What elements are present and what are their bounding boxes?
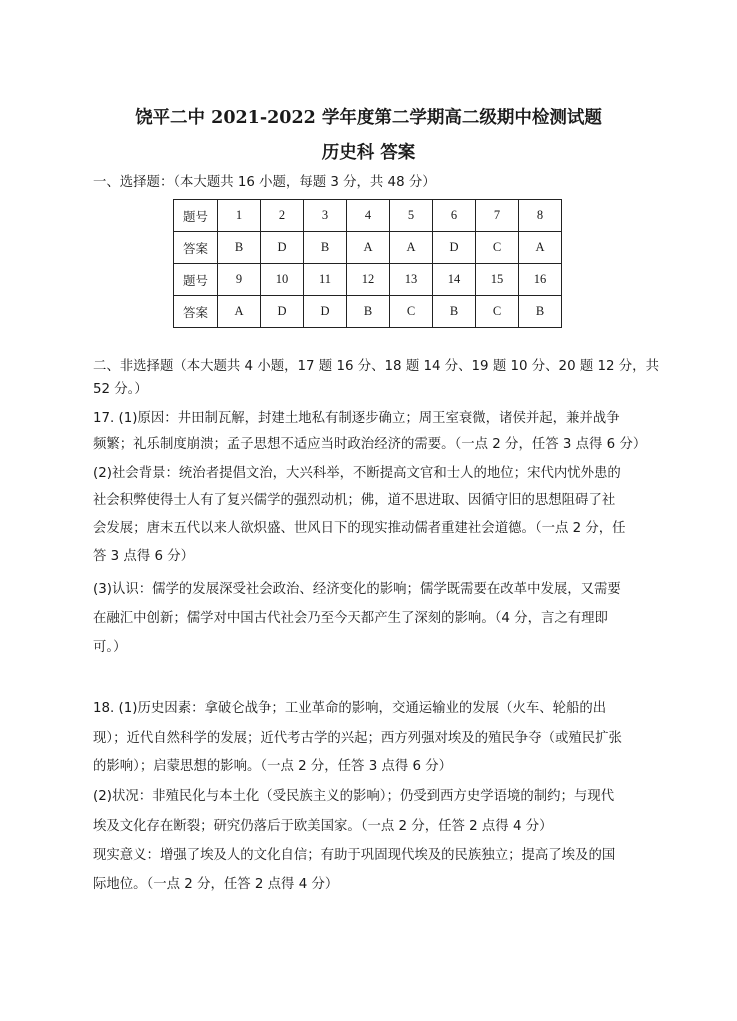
section-2-heading: 二、非选择题（本大题共 4 小题，17 题 16 分、18 题 14 分、19 题 10 分、20 题 12 分，共: [93, 359, 659, 374]
table-cell: D: [433, 232, 476, 264]
table-header-cell: 题号: [174, 200, 218, 232]
table-cell: C: [390, 296, 433, 328]
table-cell: A: [519, 232, 562, 264]
table-header-cell: 答案: [174, 232, 218, 264]
q17-line: (2)社会背景：统治者提倡文治，大兴科举，不断提高文官和士人的地位；宋代内忧外患的: [93, 466, 621, 481]
table-cell: 10: [261, 264, 304, 296]
table-cell: D: [304, 296, 347, 328]
answer-table: [173, 199, 562, 328]
table-cell: 7: [476, 200, 519, 232]
q18-line: 18. (1)历史因素：拿破仑战争；工业革命的影响，交通运输业的发展（火车、轮船的出: [93, 701, 607, 716]
table-cell: B: [519, 296, 562, 328]
table-cell: 8: [519, 200, 562, 232]
table-cell: A: [347, 232, 390, 264]
table-cell: D: [261, 232, 304, 264]
q18-line: 现）；近代自然科学的发展；近代考古学的兴起；西方列强对埃及的殖民争夺（或殖民扩张: [93, 731, 622, 746]
table-cell: 14: [433, 264, 476, 296]
q18-line: 的影响）；启蒙思想的影响。（一点 2 分，任答 3 点得 6 分）: [93, 759, 453, 774]
q17-line: 17. (1)原因：井田制瓦解，封建土地私有制逐步确立；周王室衰微，诸侯并起，兼并战争: [93, 411, 620, 426]
table-header-cell: 答案: [174, 296, 218, 328]
table-cell: A: [390, 232, 433, 264]
q18-line: 际地位。（一点 2 分，任答 2 点得 4 分）: [93, 877, 339, 892]
table-cell: 13: [390, 264, 433, 296]
q17-line: (3)认识：儒学的发展深受社会政治、经济变化的影响；儒学既需要在改革中发展，又需要: [93, 582, 621, 597]
page-subtitle: 历史科 答案: [321, 143, 416, 163]
table-cell: 15: [476, 264, 519, 296]
table-cell: B: [347, 296, 390, 328]
q18-line: 现实意义：增强了埃及人的文化自信；有助于巩固现代埃及的民族独立；提高了埃及的国: [93, 848, 616, 863]
q17-line: 会发展；唐末五代以来人欲炽盛、世风日下的现实推动儒者重建社会道德。（一点 2 分，任: [93, 521, 626, 536]
table-cell: 11: [304, 264, 347, 296]
table-cell: 9: [218, 264, 261, 296]
section-1-heading: 一、选择题：（本大题共 16 小题，每题 3 分，共 48 分）: [93, 175, 436, 190]
table-cell: 3: [304, 200, 347, 232]
table-row: [174, 232, 562, 264]
q17-line: 答 3 点得 6 分）: [93, 549, 195, 564]
table-cell: B: [218, 232, 261, 264]
table-cell: C: [476, 232, 519, 264]
table-row: [174, 200, 562, 232]
table-row: [174, 264, 562, 296]
table-cell: 5: [390, 200, 433, 232]
q17-line: 可。）: [93, 640, 127, 655]
q17-line: 社会积弊使得士人有了复兴儒学的强烈动机；佛，道不思进取、因循守旧的思想阻碍了社: [93, 493, 616, 508]
table-cell: A: [218, 296, 261, 328]
table-header-cell: 题号: [174, 264, 218, 296]
table-cell: 2: [261, 200, 304, 232]
table-cell: 16: [519, 264, 562, 296]
section-2-heading-cont: 52 分。）: [93, 382, 148, 397]
q18-line: (2)状况：非殖民化与本土化（受民族主义的影响）；仍受到西方史学语境的制约；与现代: [93, 789, 615, 804]
table-cell: B: [433, 296, 476, 328]
table-cell: 12: [347, 264, 390, 296]
table-row: [174, 296, 562, 328]
table-cell: 4: [347, 200, 390, 232]
page-title: 饶平二中 2021-2022 学年度第二学期高二级期中检测试题: [135, 108, 602, 128]
table-cell: 1: [218, 200, 261, 232]
table-cell: C: [476, 296, 519, 328]
q17-line: 在融汇中创新；儒学对中国古代社会乃至今天都产生了深刻的影响。（4 分，言之有理即: [93, 611, 608, 626]
table-cell: B: [304, 232, 347, 264]
q17-line: 频繁；礼乐制度崩溃；孟子思想不适应当时政治经济的需要。（一点 2 分，任答 3 点得 6 分）: [93, 437, 647, 452]
table-cell: D: [261, 296, 304, 328]
table-cell: 6: [433, 200, 476, 232]
q18-line: 埃及文化存在断裂；研究仍落后于欧美国家。（一点 2 分，任答 2 点得 4 分）: [93, 819, 553, 834]
